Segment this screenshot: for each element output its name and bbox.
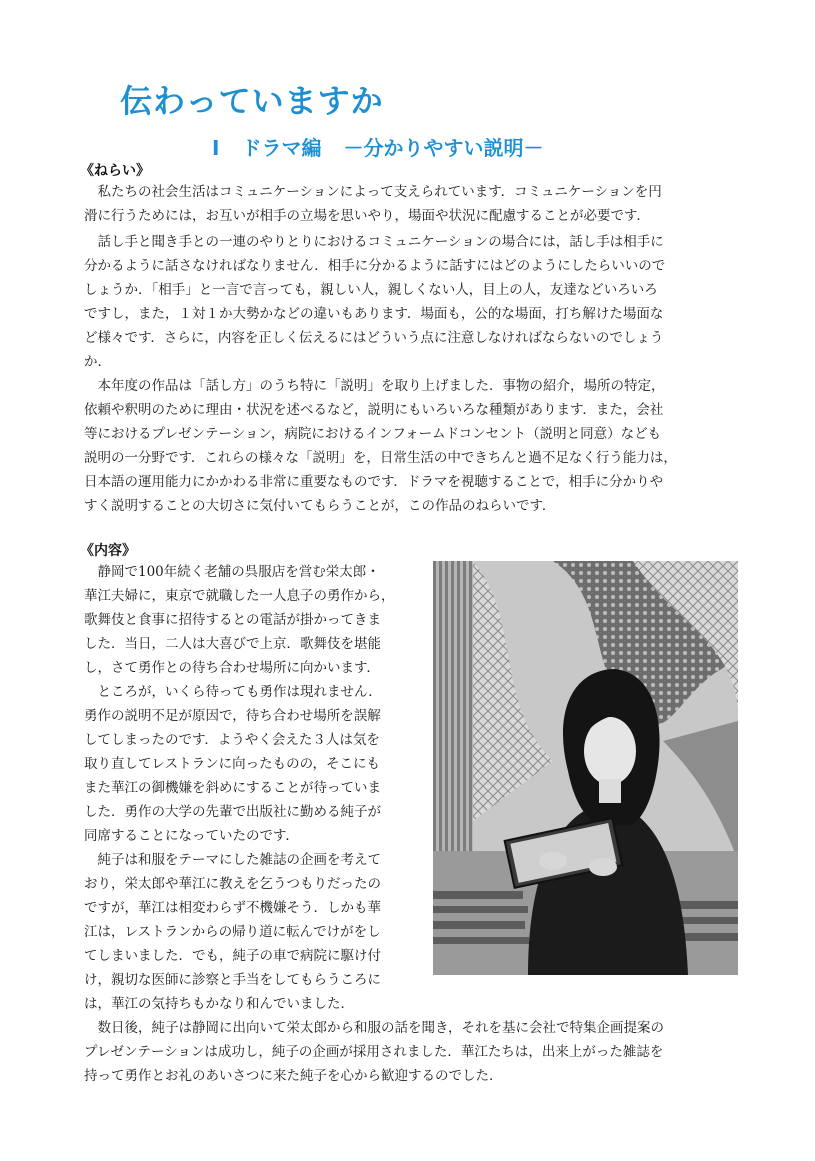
content-heading: 《内容》 (80, 543, 136, 559)
aim-line: すく説明することの大切さに気付いてもらうことが，この作品のねらいです． (84, 498, 556, 514)
content-line: おり，栄太郎や華江に教えを乞うつもりだったの (84, 876, 381, 892)
content-line: 華江夫婦に，東京で就職した一人息子の勇作から， (84, 588, 395, 604)
aim-line: 分かるように話さなければなりません．相手に分かるように話すにはどのようにしたらいいので (84, 258, 666, 274)
content-line: 勇作の説明不足が原因で，待ち合わせ場所を誤解 (84, 708, 381, 724)
section-main-title: ドラマ編 (241, 136, 322, 160)
aim-line: 私たちの社会生活はコミュニケーションによって支えられています．コミュニケーションを円 (84, 184, 662, 200)
aim-line: か． (84, 354, 111, 370)
aim-line: 説明の一分野です．これらの様々な「説明」を，日常生活の中できちんと過不足なく行う能力は， (84, 450, 677, 466)
content-line: は，華江の気持ちもかなり和んでいました． (84, 996, 354, 1012)
drama-scene-photo (433, 561, 738, 975)
content-line: プレゼンテーションは成功し，純子の企画が採用されました．華江たちは，出来上がった雑誌を (84, 1044, 664, 1060)
content-line: 静岡で100年続く老舗の呉服店を営む栄太郎・ (84, 564, 380, 580)
content-line: 同席することになっていたのです． (84, 828, 299, 844)
aim-line: 話し手と聞き手との一連のやりとりにおけるコミュニケーションの場合には，話し手は相手に (84, 234, 664, 250)
content-line: てしまいました．でも，純子の車で病院に駆け付 (84, 948, 381, 964)
aim-line: 日本語の運用能力にかかわる非常に重要なものです．ドラマを視聴することで，相手に分かりや (84, 474, 664, 490)
content-line: した．勇作の大学の先輩で出版社に勤める純子が (84, 804, 381, 820)
content-line: し，さて勇作との待ち合わせ場所に向かいます． (84, 660, 380, 676)
content-line: ところが，いくら待っても勇作は現れません． (84, 684, 382, 700)
section-subtitle (212, 132, 543, 161)
content-line: 純子は和服をテーマにした雑誌の企画を考えて (84, 852, 381, 868)
content-line: 数日後，純子は静岡に出向いて栄太郎から和服の話を聞き，それを基に会社で特集企画提案の (84, 1020, 664, 1036)
content-line: ですが，華江は相変わらず不機嫌そう．しかも華 (84, 900, 381, 916)
content-line: 歌舞伎と食事に招待するとの電話が掛かってきま (84, 612, 381, 628)
content-line: してしまったのです．ようやく会えた３人は気を (84, 732, 380, 748)
section-number: Ⅰ (212, 136, 220, 160)
content-line: した．当日，二人は大喜びで上京．歌舞伎を堪能 (84, 636, 381, 652)
content-line: け，親切な医師に診察と手当をしてもらうころに (84, 972, 381, 988)
content-line: また華江の御機嫌を斜めにすることが待っていま (84, 780, 381, 796)
page-title: 伝わっていますか (120, 82, 384, 120)
aim-line: 本年度の作品は「話し方」のうち特に「説明」を取り上げました．事物の紹介，場所の特定， (84, 378, 665, 394)
aim-line: しょうか．「相手」と一言で言っても，親しい人，親しくない人，目上の人，友達などいろいろ (84, 282, 658, 298)
content-line: 取り直してレストランに向ったものの，そこにも (84, 756, 381, 772)
aim-line: ですし，また，１対１か大勢かなどの違いもあります．場面も，公的な場面，打ち解けた場面な (84, 306, 664, 322)
aim-line: 等におけるプレゼンテーション，病院におけるインフォームドコンセント（説明と同意）なども (84, 426, 662, 442)
aim-line: 滑に行うためには，お互いが相手の立場を思いやり，場面や状況に配慮することが必要です． (84, 208, 650, 224)
aim-line: ど様々です．さらに，内容を正しく伝えるにはどういう点に注意しなければならないのでしょう (84, 330, 664, 346)
section-sub-title: －分かりやすい説明－ (343, 136, 544, 160)
aim-heading: 《ねらい》 (80, 163, 150, 179)
aim-line: 依頼や釈明のために理由・状況を述べるなど，説明にもいろいろな種類があります．また，会社 (84, 402, 664, 418)
content-line: 持って勇作とお礼のあいさつに来た純子を心から歓迎するのでした． (84, 1068, 503, 1084)
content-line: 江は，レストランからの帰り道に転んでけがをし (84, 924, 381, 940)
